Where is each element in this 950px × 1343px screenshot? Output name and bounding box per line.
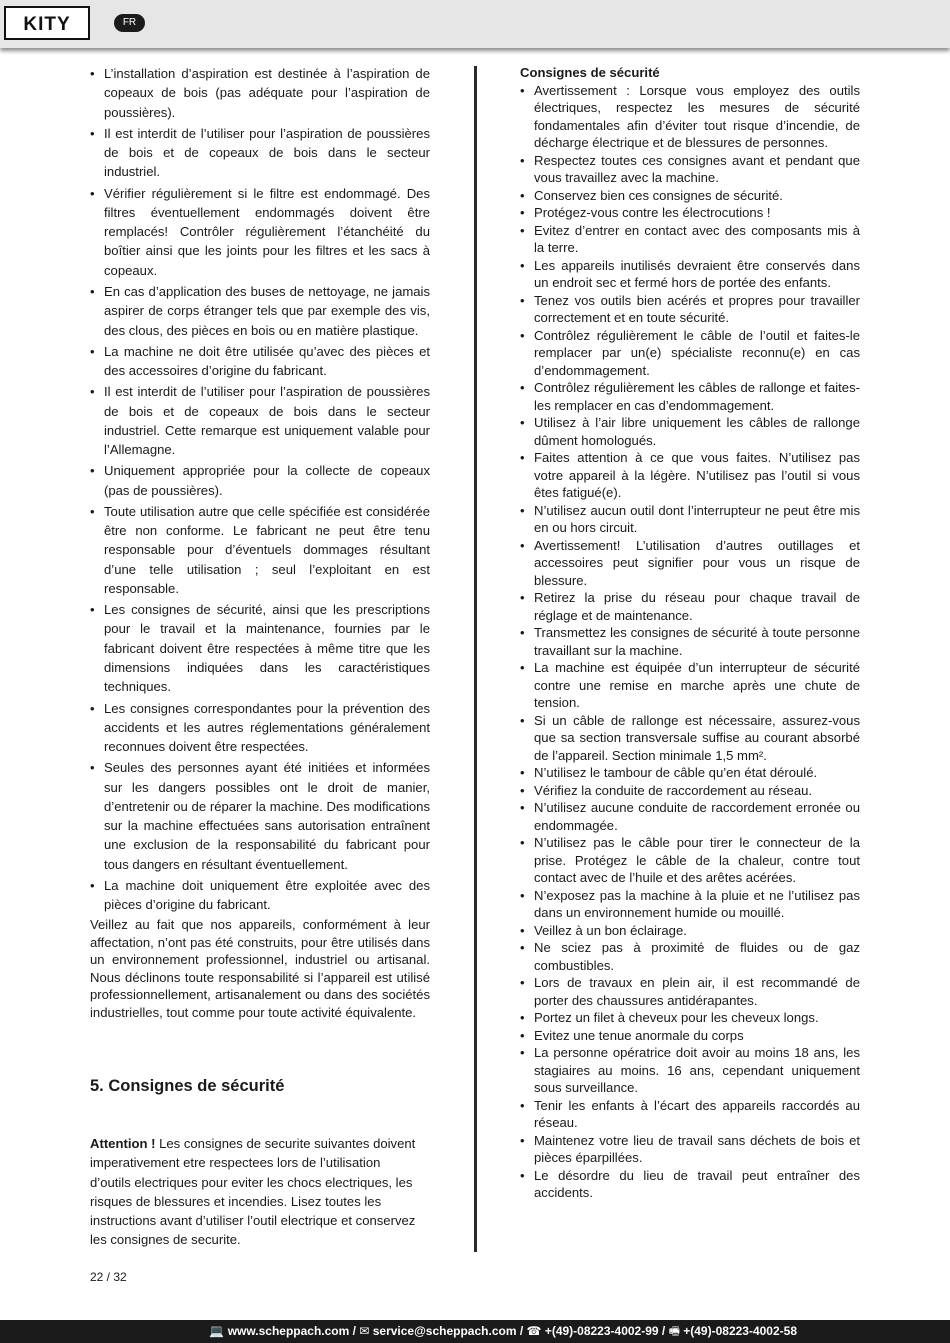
list-item: • Protégez-vous contre les électrocutions ! <box>520 204 860 222</box>
list-item: • Contrôlez régulièrement le câble de l’outil et faites-le remplacer par un(e) spécialiste reconnu(e) en cas d’endommagement. <box>520 327 860 380</box>
list-item: • Il est interdit de l’utiliser pour l’aspiration de poussières de bois et de copeaux de bois dans le secteur industriel. <box>90 124 430 182</box>
list-item: • Evitez une tenue anormale du corps <box>520 1027 860 1045</box>
column-divider <box>474 66 477 1252</box>
list-item: • Contrôlez régulièrement les câbles de rallonge et faites-les remplacer en cas d’endommagement. <box>520 379 860 414</box>
list-item: • Lors de travaux en plein air, il est recommandé de porter des chaussures antidérapantes. <box>520 974 860 1009</box>
list-item: • Les appareils inutilisés devraient être conservés dans un endroit sec et fermé hors de portée des enfants. <box>520 257 860 292</box>
list-item: • N’utilisez pas le câble pour tirer le connecteur de la prise. Protégez le câble de la chaleur, contre tout contact avec de l’huile et des arêtes acérées. <box>520 834 860 887</box>
mail-icon: ✉ <box>359 1324 370 1338</box>
list-item: • La personne opératrice doit avoir au moins 18 ans, les stagiaires au moins. 16 ans, cependant uniquement sous surveillance. <box>520 1044 860 1097</box>
footer-fax: +(49)-08223-4002-58 <box>683 1324 797 1338</box>
list-item: • Tenir les enfants à l’écart des appareils raccordés au réseau. <box>520 1097 860 1132</box>
list-item: • Retirez la prise du réseau pour chaque travail de réglage et de maintenance. <box>520 589 860 624</box>
kity-logo <box>4 6 90 40</box>
right-bullet-list <box>520 82 860 1202</box>
list-item: • Vérifier régulièrement si le filtre est endommagé. Des filtres éventuellement endommagés doivent être remplacés! Contrôler régulièrement l’étanchéité du boîtier ainsi que les joints pour les filtres et les sacs à copeaux. <box>90 184 430 280</box>
page-footer <box>0 1320 950 1343</box>
footer-separator: / <box>516 1324 527 1338</box>
attention-label: Attention ! <box>90 1136 156 1151</box>
section-title: 5. Consignes de sécurité <box>90 1077 285 1095</box>
attention-paragraph <box>90 1134 420 1250</box>
list-item: • Les consignes de sécurité, ainsi que les prescriptions pour le travail et la maintenance, fournies par le fabricant doivent être respectées à même titre que les dimensions indiquées dans les caractéristiques techniques. <box>90 600 430 696</box>
list-item: • Faites attention à ce que vous faites. N’utilisez pas votre appareil à la légère. N’utilisez pas l’outil si vous êtes fatigué(e). <box>520 449 860 502</box>
list-item: • Tenez vos outils bien acérés et propres pour travailler correctement et en toute sécurité. <box>520 292 860 327</box>
list-item: • Il est interdit de l’utiliser pour l’aspiration de poussières de bois et de copeaux de bois dans le secteur industriel. Cette remarque est uniquement valable pour l’Allemagne. <box>90 382 430 459</box>
footer-website[interactable]: www.scheppach.com <box>227 1324 350 1338</box>
list-item: • Utilisez à l’air libre uniquement les câbles de rallonge dûment homologués. <box>520 414 860 449</box>
left-column <box>90 64 430 1021</box>
list-item: • Uniquement appropriée pour la collecte de copeaux (pas de poussières). <box>90 461 430 500</box>
left-bullet-list <box>90 64 430 915</box>
list-item: • Avertissement : Lorsque vous employez des outils électriques, respectez les mesures de sécurité fondamentales afin d’éviter tout risque d’incendie, de décharge électrique et de blessures de personnes. <box>520 82 860 152</box>
list-item: • N’utilisez le tambour de câble qu’en état déroulé. <box>520 764 860 782</box>
list-item: • N’utilisez aucune conduite de raccordement erronée ou endommagée. <box>520 799 860 834</box>
right-heading: Consignes de sécurité <box>520 65 660 80</box>
list-item: • Seules des personnes ayant été initiées et informées sur les dangers possibles ont le droit de manier, d’entretenir ou de réparer la machine. Des modifications sur la machine effectuées sans autorisation entraînent une exclusion de la responsabilité du fabricant pour tous dangers en résultant éventuellement. <box>90 758 430 874</box>
list-item: • Avertissement! L’utilisation d’autres outillages et accessoires peut signifier pour vous un risque de blessure. <box>520 537 860 590</box>
footer-separator: / <box>658 1324 669 1338</box>
list-item: • Si un câble de rallonge est nécessaire, assurez-vous que sa section transversale suffise au courant absorbé de l’appareil. Section minimale 1,5 mm². <box>520 712 860 765</box>
right-column <box>520 64 860 1202</box>
attention-text: Les consignes de securite suivantes doivent imperativement etre respectees lors de l’utilisation d’outils electriques pour eviter les chocs electriques, les risques de blessures et incendies. Lisez toutes les instructions avant d’utiliser l’outil electrique et conservez les consignes de securite. <box>90 1136 416 1248</box>
list-item: • Toute utilisation autre que celle spécifiée est considérée être non conforme. Le fabricant ne peut être tenu responsable pour d’éventuels dommages résultant d’une telle utilisation ; seul l’exploitant en est responsable. <box>90 502 430 598</box>
footer-phone: +(49)-08223-4002-99 <box>544 1324 659 1338</box>
page-header <box>0 0 950 48</box>
computer-icon: 💻 <box>209 1324 225 1338</box>
list-item: • La machine est équipée d’un interrupteur de sécurité contre une remise en marche après une chute de tension. <box>520 659 860 712</box>
footer-email[interactable]: service@scheppach.com <box>372 1324 517 1338</box>
language-badge: FR <box>114 14 145 32</box>
list-item: • La machine doit uniquement être exploitée avec des pièces d’origine du fabricant. <box>90 876 430 915</box>
list-item: • En cas d’application des buses de nettoyage, ne jamais aspirer de corps étranger tels que par exemple des vis, des clous, des pièces en bois ou en matière plastique. <box>90 282 430 340</box>
phone-icon: ☎ <box>526 1324 542 1338</box>
list-item: • Transmettez les consignes de sécurité à toute personne travaillant sur la machine. <box>520 624 860 659</box>
list-item: • Portez un filet à cheveux pour les cheveux longs. <box>520 1009 860 1027</box>
list-item: • La machine ne doit être utilisée qu’avec des pièces et des accessoires d’origine du fabricant. <box>90 342 430 381</box>
fax-icon: 🖷 <box>668 1324 680 1338</box>
list-item: • N’utilisez aucun outil dont l’interrupteur ne peut être mis en ou hors circuit. <box>520 502 860 537</box>
list-item: • Veillez à un bon éclairage. <box>520 922 860 940</box>
list-item: • Le désordre du lieu de travail peut entraîner des accidents. <box>520 1167 860 1202</box>
list-item: • Maintenez votre lieu de travail sans déchets de bois et pièces éparpillées. <box>520 1132 860 1167</box>
logo-text: KITY <box>23 14 71 35</box>
disclaimer-paragraph: Veillez au fait que nos appareils, conformément à leur affectation, n’ont pas été construits, pour être utilisés dans un environnement professionnel, industriel ou artisanal. Nous déclinons toute responsabilité si l’appareil est utilisé professionnellement, artisanalement ou dans des sociétés industrielles, tout comme pour toute activité équivalente. <box>90 917 430 1020</box>
footer-separator: / <box>349 1324 360 1338</box>
page-number: 22 / 32 <box>90 1270 127 1284</box>
list-item: • Conservez bien ces consignes de sécurité. <box>520 187 860 205</box>
list-item: • L’installation d’aspiration est destinée à l’aspiration de copeaux de bois (pas adéquate pour l’aspiration de poussières). <box>90 64 430 122</box>
list-item: • Les consignes correspondantes pour la prévention des accidents et les autres réglementations généralement reconnues doivent être respectées. <box>90 699 430 757</box>
list-item: • Respectez toutes ces consignes avant et pendant que vous travaillez avec la machine. <box>520 152 860 187</box>
list-item: • N’exposez pas la machine à la pluie et ne l’utilisez pas dans un environnement humide ou mouillé. <box>520 887 860 922</box>
list-item: • Evitez d’entrer en contact avec des composants mis à la terre. <box>520 222 860 257</box>
list-item: • Ne sciez pas à proximité de fluides ou de gaz combustibles. <box>520 939 860 974</box>
list-item: • Vérifiez la conduite de raccordement au réseau. <box>520 782 860 800</box>
